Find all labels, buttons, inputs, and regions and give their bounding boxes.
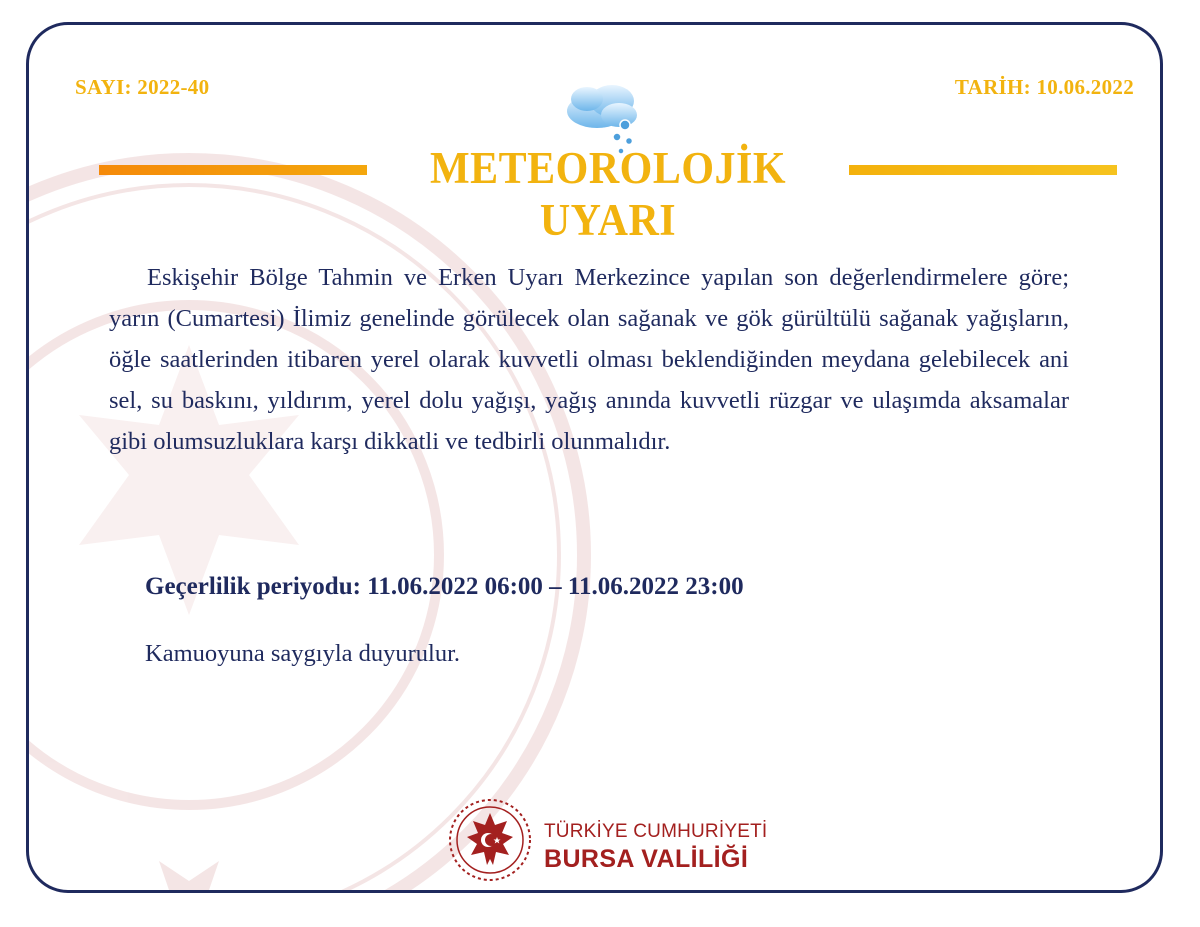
document-title: METEOROLOJİK UYARI xyxy=(429,144,787,246)
document-frame xyxy=(26,22,1163,893)
closing-line: Kamuoyuna saygıyla duyurulur. xyxy=(145,640,461,667)
org-name-line2: BURSA VALİLİĞİ xyxy=(544,845,749,873)
validity-period: Geçerlilik periyodu: 11.06.2022 06:00 – 11.06.2022 23:00 xyxy=(145,573,744,600)
title-bar-left xyxy=(99,165,367,175)
warning-paragraph: Eskişehir Bölge Tahmin ve Erken Uyarı Merkezince yapılan son değerlendirmelere göre; yarın (Cumartesi) İlimiz genelinde görülecek olan sağanak ve gök gürültülü sağanak yağışların, öğle saatlerinden itibaren yerel olarak kuvvetli olması beklendiğinden meydana gelebilecek ani sel, su baskını, yıldırım, yerel dolu yağışı, yağış anında kuvvetli rüzgar ve ulaşımda aksamalar gibi olumsuzluklara karşı dikkatli ve tedbirli olunmalıdır. xyxy=(109,264,1069,455)
issue-date: TARİH: 10.06.2022 xyxy=(954,75,1134,99)
issue-number: SAYI: 2022-40 xyxy=(75,75,210,99)
governorship-emblem-icon xyxy=(447,797,533,883)
org-name-line1: TÜRKİYE CUMHURİYETİ xyxy=(544,821,768,842)
title-bar-right xyxy=(849,165,1117,175)
